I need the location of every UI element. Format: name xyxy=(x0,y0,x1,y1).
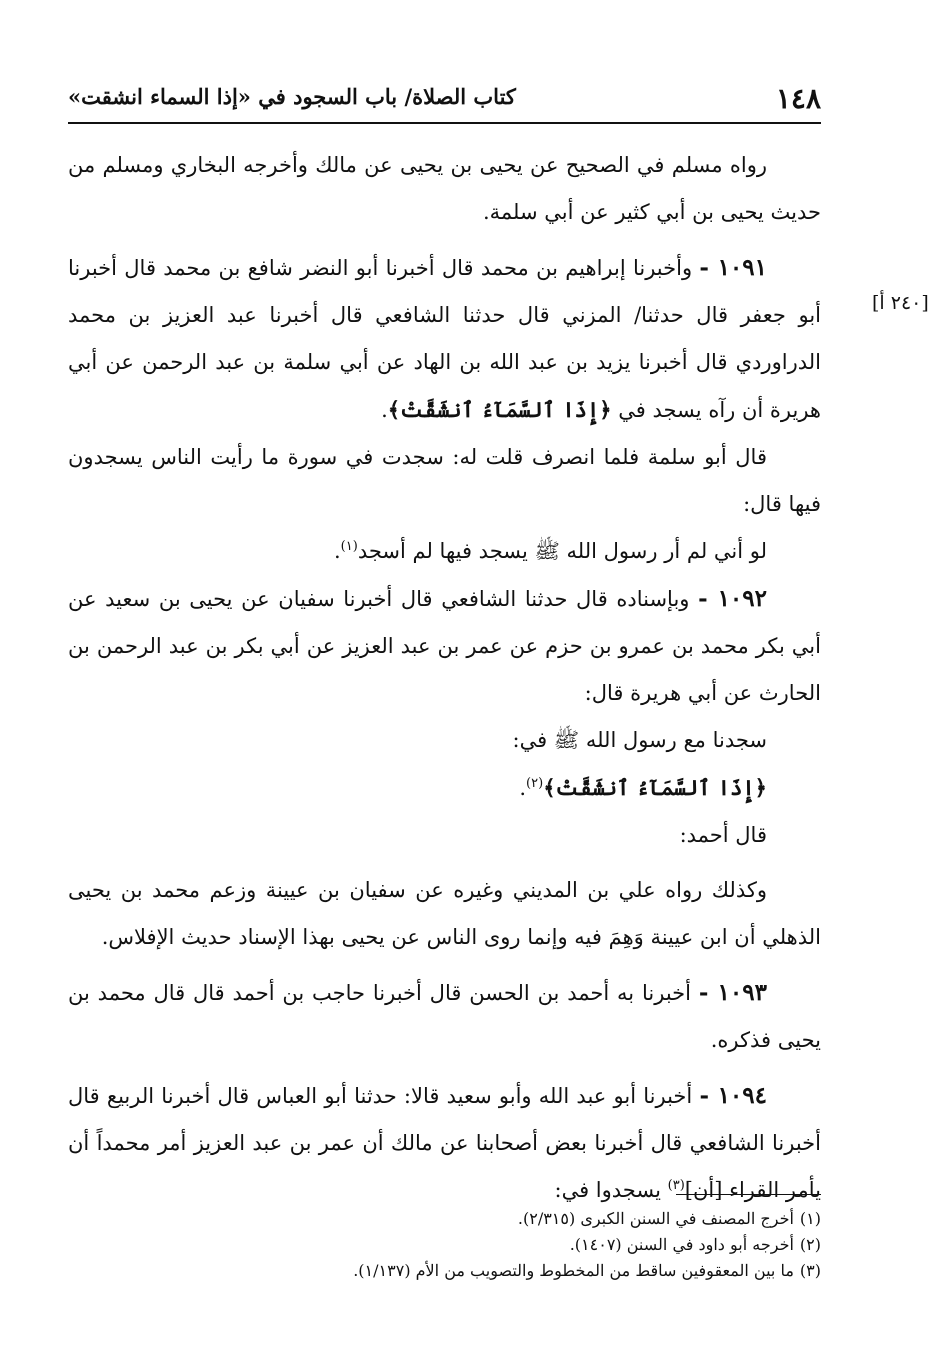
text-line: من حديث يحيى بن أبي كثير عن أبي سلمة. xyxy=(68,153,821,224)
text-line: لو أني لم أر رسول الله ﷺ يسجد فيها لم أسجد xyxy=(357,539,767,563)
quran-verse: ﴿إِذَا ٱلسَّمَآءُ ٱنشَقَّتْ﴾ xyxy=(543,775,767,800)
footnote-ref[interactable]: (٢) xyxy=(526,776,544,791)
text-line: سجدنا مع رسول الله ﷺ في: xyxy=(512,728,767,752)
main-text xyxy=(68,142,821,1214)
text-line: قال أبو سلمة فلما انصرف قلت له: سجدت في سورة ما رأيت الناس يسجدون xyxy=(68,445,767,469)
text-line: محمد بن يحيى فذكره. xyxy=(68,981,821,1052)
paragraph xyxy=(68,717,821,764)
paragraph xyxy=(68,812,821,859)
text-line: الرحمن بن الحارث عن أبي هريرة قال: xyxy=(68,634,821,705)
footnote-text: أخرجه أبو داود في السنن (١٤٠٧). xyxy=(569,1235,794,1254)
hadith-number: ١٠٩٤ - xyxy=(699,1082,767,1109)
footnotes xyxy=(68,1206,821,1284)
footnote xyxy=(68,1232,821,1258)
hadith-1094 xyxy=(68,1072,821,1214)
paragraph xyxy=(68,434,821,528)
text-line: الإفلاس. xyxy=(101,925,175,949)
footnote-mark: (١) xyxy=(799,1209,821,1228)
footnote-text: أخرج المصنف في السنن الكبرى (٢/٣١٥). xyxy=(517,1209,794,1228)
text-line: وأخبرنا إبراهيم بن محمد قال أخبرنا أبو النضر شافع بن محمد قال xyxy=(124,256,693,280)
text-line: أبي بكر محمد بن عمرو بن حزم عن عمر بن عبد العزيز عن أبي بكر بن عبد xyxy=(168,634,821,658)
text-line: أخبرنا به أحمد بن الحسن قال أخبرنا حاجب بن أحمد قال قال xyxy=(153,981,691,1005)
hadith-1092 xyxy=(68,575,821,717)
manuscript-folio-ref: [٢٤٠ أ] xyxy=(872,292,929,314)
text-line: أخبرنا أبو جعفر قال حدثنا/ المزني قال حدثنا الشافعي قال أخبرنا عبد العزيز بن محمد xyxy=(68,256,821,327)
text-line: فيها قال: xyxy=(743,492,821,516)
header-rule xyxy=(68,122,821,124)
text-line: قال أحمد: xyxy=(679,823,767,847)
footnote-mark: (٣) xyxy=(799,1261,821,1280)
hadith-1093 xyxy=(68,969,821,1064)
hadith-1091 xyxy=(68,244,821,434)
running-title: كتاب الصلاة/ باب السجود في «إذا السماء انشقت» xyxy=(68,84,516,109)
text-line: أخبرنا أبو عبد الله وأبو سعيد قالا: حدثنا أبو العباس قال أخبرنا الربيع xyxy=(106,1084,693,1108)
quran-verse: ﴿إِذَا ٱلسَّمَآءُ ٱنشَقَّتْ﴾ xyxy=(387,397,612,422)
text-line: قال أخبرنا الشافعي قال أخبرنا بعض أصحابنا عن مالك أن عمر بن عبد العزيز أمر xyxy=(68,1084,822,1155)
text-line: محمداً أن يأمر القراء [أن] xyxy=(68,1131,821,1202)
text-line: وكذلك رواه علي بن المديني وغيره عن سفيان بن عيينة وزعم محمد بن يحيى xyxy=(68,878,767,902)
paragraph xyxy=(68,142,821,236)
footnote-ref[interactable]: (١) xyxy=(340,539,358,554)
period: . xyxy=(519,776,527,800)
page-header xyxy=(68,82,821,122)
hadith-number: ١٠٩٣ - xyxy=(698,979,767,1006)
footnote xyxy=(68,1258,821,1284)
text-line: الدراوردي قال أخبرنا يزيد بن عبد الله بن الهاد عن أبي سلمة بن عبد الرحمن عن xyxy=(105,350,821,374)
paragraph xyxy=(68,528,821,575)
footnote xyxy=(68,1206,821,1232)
text-line: رواه مسلم في الصحيح عن يحيى بن يحيى عن مالك وأخرجه البخاري ومسلم xyxy=(102,153,768,177)
text-line: أبي هريرة أن رآه يسجد في xyxy=(68,350,821,422)
footnote-text: ما بين المعقوفين ساقط من المخطوط والتصويب من الأم (١/١٣٧). xyxy=(353,1261,794,1280)
page-number: ١٤٨ xyxy=(775,82,821,115)
text-line: وبإسناده قال حدثنا الشافعي قال أخبرنا سفيان عن يحيى بن سعيد عن xyxy=(68,587,690,611)
text-line: يسجدوا في: xyxy=(554,1178,668,1202)
paragraph xyxy=(68,764,821,812)
period: . xyxy=(333,539,341,563)
paragraph xyxy=(68,867,821,961)
hadith-number: ١٠٩٢ - xyxy=(698,585,767,612)
footnote-mark: (٢) xyxy=(799,1235,821,1254)
footnote-ref[interactable]: (٣) xyxy=(667,1178,685,1193)
text-line: الذهلي أن ابن عيينة وَهِمَ فيه وإنما روى الناس عن يحيى بهذا الإسناد حديث xyxy=(181,925,821,949)
footnote-separator xyxy=(676,1194,821,1195)
hadith-number: ١٠٩١ - xyxy=(699,254,767,281)
period: . xyxy=(381,398,388,422)
